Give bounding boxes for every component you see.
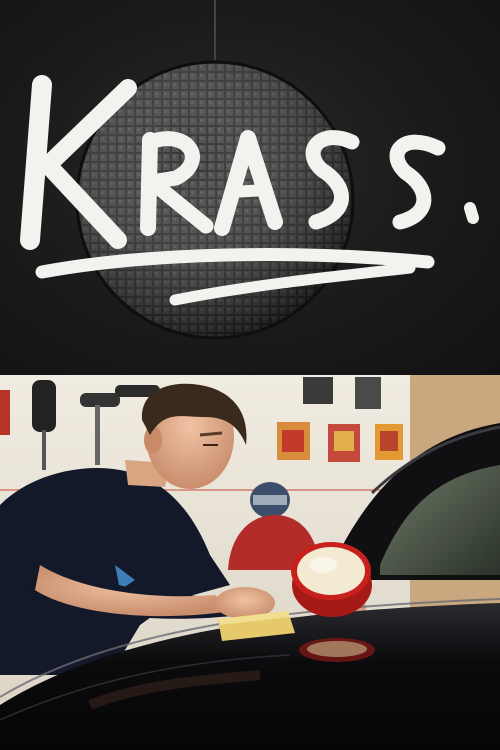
polishing-scene bbox=[0, 375, 500, 750]
bottom-panel-photo bbox=[0, 375, 500, 750]
polish-tin bbox=[291, 542, 372, 617]
